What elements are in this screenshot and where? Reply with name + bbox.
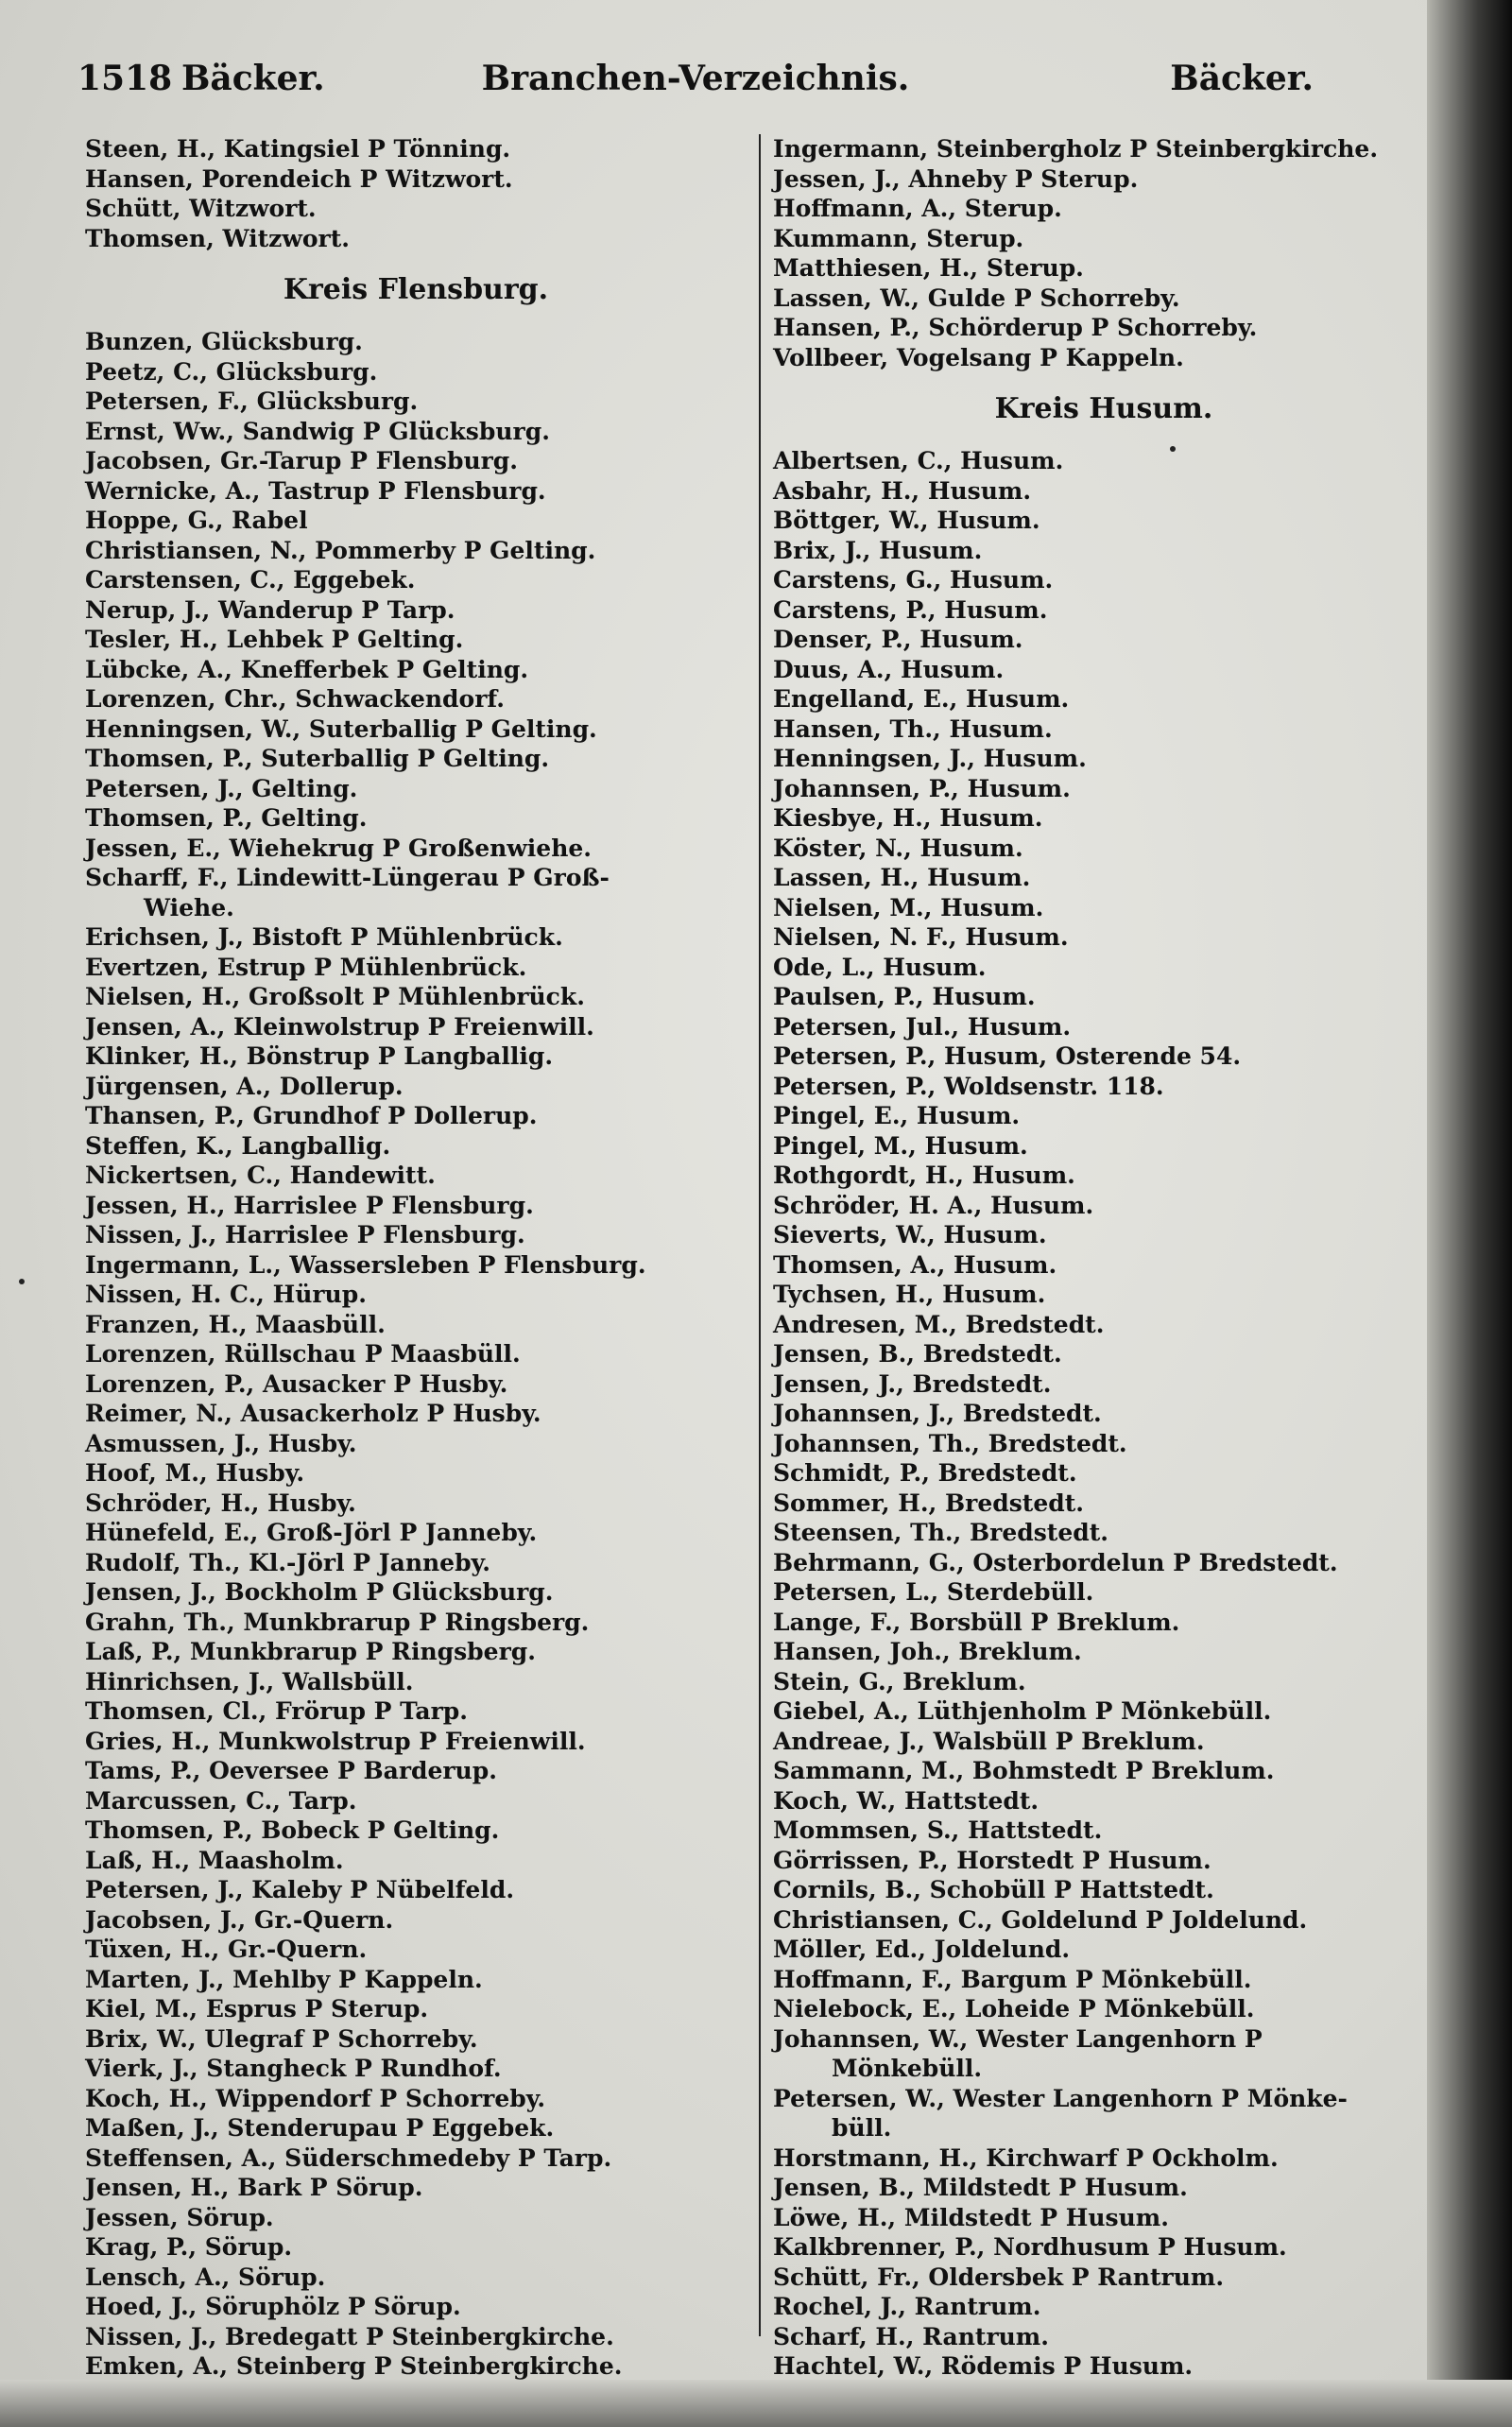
directory-entry: Hünefeld, E., Groß-Jörl P Janneby. xyxy=(85,1519,538,1546)
directory-entry: Steensen, Th., Bredstedt. xyxy=(773,1519,1108,1546)
directory-entry: Hachtel, W., Rödemis P Husum. xyxy=(773,2352,1194,2380)
directory-entry: Nielsen, H., Großsolt P Mühlenbrück. xyxy=(85,983,585,1010)
directory-entry: Jensen, B., Bredstedt. xyxy=(773,1340,1062,1368)
directory-entry: Tams, P., Oeversee P Barderup. xyxy=(85,1757,497,1784)
directory-entry: Thomsen, P., Suterballig P Gelting. xyxy=(85,745,550,772)
directory-entry: Nickertsen, C., Handewitt. xyxy=(85,1162,436,1189)
directory-entry: Köster, N., Husum. xyxy=(773,834,1023,862)
directory-entry: Petersen, F., Glücksburg. xyxy=(85,387,419,415)
directory-entry: Evertzen, Estrup P Mühlenbrück. xyxy=(85,953,527,981)
directory-entry: Marcussen, C., Tarp. xyxy=(85,1786,357,1815)
directory-entry: Jessen, H., Harrislee P Flensburg. xyxy=(85,1191,534,1219)
directory-entry: Hansen, Joh., Breklum. xyxy=(773,1638,1082,1665)
directory-entry: Hansen, P., Schörderup P Schorreby. xyxy=(773,314,1258,341)
directory-entry: Brix, J., Husum. xyxy=(773,536,983,564)
directory-entry: Andreae, J., Walsbüll P Breklum. xyxy=(773,1727,1205,1755)
directory-entry: Johannsen, W., Wester Langenhorn P xyxy=(773,2024,1263,2053)
directory-entry: Petersen, P., Woldsenstr. 118. xyxy=(773,1072,1164,1100)
directory-entry: Engelland, E., Husum. xyxy=(773,685,1070,713)
directory-entry: Hoffmann, F., Bargum P Mönkebüll. xyxy=(773,1965,1252,1993)
directory-entry: Lensch, A., Sörup. xyxy=(85,2263,326,2291)
directory-entry: Franzen, H., Maasbüll. xyxy=(85,1310,386,1338)
directory-entry: Cornils, B., Schobüll P Hattstedt. xyxy=(773,1876,1214,1903)
print-speck xyxy=(1170,446,1176,452)
directory-entry: Hoof, M., Husby. xyxy=(85,1459,305,1487)
directory-entry: Giebel, A., Lüthjenholm P Mönkebüll. xyxy=(773,1697,1272,1725)
print-speck xyxy=(19,1279,25,1284)
directory-entry: Scharf, H., Rantrum. xyxy=(773,2322,1049,2350)
directory-entry: Brix, W., Ulegraf P Schorreby. xyxy=(85,2024,478,2053)
page-bottom-edge xyxy=(0,2380,1512,2427)
directory-entry: Tychsen, H., Husum. xyxy=(773,1281,1046,1308)
directory-entry: Bunzen, Glücksburg. xyxy=(85,328,363,355)
directory-entry: Thomsen, A., Husum. xyxy=(773,1250,1057,1279)
directory-entry: Johannsen, J., Bredstedt. xyxy=(773,1400,1102,1427)
directory-entry: Petersen, J., Gelting. xyxy=(85,774,358,802)
directory-entry: Rothgordt, H., Husum. xyxy=(773,1162,1075,1189)
directory-entry: Jacobsen, J., Gr.-Quern. xyxy=(85,1905,394,1934)
directory-entry: Kummann, Sterup. xyxy=(773,224,1024,252)
directory-entry: Andresen, M., Bredstedt. xyxy=(773,1310,1105,1338)
directory-entry: Sammann, M., Bohmstedt P Breklum. xyxy=(773,1757,1275,1784)
directory-entry: Petersen, P., Husum, Osterende 54. xyxy=(773,1042,1242,1070)
directory-entry: Steffen, K., Langballig. xyxy=(85,1131,391,1160)
directory-entry: Gries, H., Munkwolstrup P Freienwill. xyxy=(85,1727,586,1755)
directory-entry: Hoffmann, A., Sterup. xyxy=(773,195,1062,222)
directory-entry: Scharff, F., Lindewitt-Lüngerau P Groß- xyxy=(85,864,610,891)
header-left-title: Bäcker. xyxy=(181,59,325,98)
directory-entry: Mommsen, S., Hattstedt. xyxy=(773,1816,1103,1844)
directory-entry: Laß, P., Munkbrarup P Ringsberg. xyxy=(85,1638,536,1665)
directory-entry: Sieverts, W., Husum. xyxy=(773,1221,1047,1248)
directory-entry: Lassen, H., Husum. xyxy=(773,864,1031,891)
directory-entry: Vierk, J., Stangheck P Rundhof. xyxy=(85,2055,502,2082)
directory-entry: Schröder, H. A., Husum. xyxy=(773,1191,1094,1219)
column-divider xyxy=(759,134,761,2336)
directory-entry: Henningsen, W., Suterballig P Gelting. xyxy=(85,714,597,743)
directory-entry: Jensen, A., Kleinwolstrup P Freienwill. xyxy=(85,1012,594,1041)
directory-entry: Kalkbrenner, P., Nordhusum P Husum. xyxy=(773,2233,1287,2261)
directory-entry: Horstmann, H., Kirchwarf P Ockholm. xyxy=(773,2143,1279,2172)
directory-entry: Johannsen, P., Husum. xyxy=(773,774,1071,802)
directory-entry: Behrmann, G., Osterbordelun P Bredstedt. xyxy=(773,1548,1338,1576)
directory-entry: Steffensen, A., Süderschmedeby P Tarp. xyxy=(85,2143,612,2172)
right-column xyxy=(773,134,1435,2382)
directory-entry: Hoppe, G., Rabel xyxy=(85,507,308,534)
directory-entry: Löwe, H., Mildstedt P Husum. xyxy=(773,2203,1169,2231)
directory-entry: Kiesbye, H., Husum. xyxy=(773,804,1043,832)
directory-entry: Ingermann, L., Wassersleben P Flensburg. xyxy=(85,1250,646,1279)
page-edge-shadow xyxy=(1427,0,1512,2427)
directory-entry: Henningsen, J., Husum. xyxy=(773,745,1087,772)
directory-entry: Hinrichsen, J., Wallsbüll. xyxy=(85,1667,414,1695)
directory-entry: Thomsen, Cl., Frörup P Tarp. xyxy=(85,1697,468,1725)
directory-entry: Thomsen, P., Bobeck P Gelting. xyxy=(85,1816,500,1844)
directory-entry: Grahn, Th., Munkbrarup P Ringsberg. xyxy=(85,1608,590,1636)
directory-entry: Asmussen, J., Husby. xyxy=(85,1429,357,1457)
directory-entry: Nissen, H. C., Hürup. xyxy=(85,1281,367,1308)
directory-entry: Jensen, J., Bredstedt. xyxy=(773,1369,1052,1398)
directory-entry: Hansen, Th., Husum. xyxy=(773,714,1053,743)
left-column xyxy=(85,134,747,2382)
directory-entry: Jacobsen, Gr.-Tarup P Flensburg. xyxy=(85,447,518,474)
directory-entry: Lange, F., Borsbüll P Breklum. xyxy=(773,1608,1180,1636)
directory-entry: Schütt, Fr., Oldersbek P Rantrum. xyxy=(773,2263,1225,2291)
directory-entry: Jessen, Sörup. xyxy=(85,2203,274,2231)
directory-entry: Kiel, M., Esprus P Sterup. xyxy=(85,1995,429,2022)
header-right-title: Bäcker. xyxy=(1170,59,1314,98)
directory-entry: Marten, J., Mehlby P Kappeln. xyxy=(85,1965,483,1993)
directory-entry: Peetz, C., Glücksburg. xyxy=(85,357,378,386)
directory-entry: Emken, A., Steinberg P Steinbergkirche. xyxy=(85,2352,623,2380)
directory-entry-continuation: Mönkebüll. xyxy=(832,2055,983,2082)
directory-entry: Laß, H., Maasholm. xyxy=(85,1846,344,1874)
directory-entry: Albertsen, C., Husum. xyxy=(773,447,1064,474)
directory-entry: Schröder, H., Husby. xyxy=(85,1489,356,1517)
directory-entry: Vollbeer, Vogelsang P Kappeln. xyxy=(773,343,1184,371)
directory-entry-continuation: Wiehe. xyxy=(144,893,234,921)
directory-entry: Jessen, J., Ahneby P Sterup. xyxy=(773,164,1139,193)
directory-entry: Tesler, H., Lehbek P Gelting. xyxy=(85,626,464,653)
directory-entry: Petersen, Jul., Husum. xyxy=(773,1012,1072,1041)
directory-entry: Denser, P., Husum. xyxy=(773,626,1023,653)
directory-entry: Matthiesen, H., Sterup. xyxy=(773,254,1084,282)
directory-entry: Nissen, J., Harrislee P Flensburg. xyxy=(85,1221,525,1248)
directory-entry: Paulsen, P., Husum. xyxy=(773,983,1036,1010)
directory-entry: Nissen, J., Bredegatt P Steinbergkirche. xyxy=(85,2322,614,2350)
directory-entry: Lassen, W., Gulde P Schorreby. xyxy=(773,284,1180,312)
directory-entry: Koch, H., Wippendorf P Schorreby. xyxy=(85,2084,546,2112)
page-header xyxy=(77,55,1314,102)
directory-entry: Jessen, E., Wiehekrug P Großenwiehe. xyxy=(85,834,592,862)
directory-entry: Erichsen, J., Bistoft P Mühlenbrück. xyxy=(85,923,563,951)
directory-entry: Jensen, J., Bockholm P Glücksburg. xyxy=(85,1578,554,1606)
directory-entry: Rudolf, Th., Kl.-Jörl P Janneby. xyxy=(85,1548,490,1576)
directory-entry: Petersen, L., Sterdebüll. xyxy=(773,1578,1094,1606)
directory-entry: Stein, G., Breklum. xyxy=(773,1667,1026,1695)
directory-entry: Ingermann, Steinbergholz P Steinbergkirche. xyxy=(773,135,1379,163)
directory-entry: Nielsen, N. F., Husum. xyxy=(773,923,1069,951)
directory-entry: Carstens, P., Husum. xyxy=(773,595,1048,624)
directory-entry: Steen, H., Katingsiel P Tönning. xyxy=(85,135,511,163)
district-heading: Kreis Husum. xyxy=(994,392,1213,425)
directory-entry: Petersen, W., Wester Langenhorn P Mönke- xyxy=(773,2084,1348,2112)
directory-entry: Lorenzen, P., Ausacker P Husby. xyxy=(85,1369,508,1398)
directory-entry: Ernst, Ww., Sandwig P Glücksburg. xyxy=(85,417,550,445)
directory-entry: Asbahr, H., Husum. xyxy=(773,476,1032,505)
header-center-title: Branchen-Verzeichnis. xyxy=(481,59,910,98)
directory-entry: Klinker, H., Bönstrup P Langballig. xyxy=(85,1042,554,1070)
directory-entry: Ode, L., Husum. xyxy=(773,953,987,981)
directory-entry: Hansen, Porendeich P Witzwort. xyxy=(85,164,513,193)
directory-entry: Schütt, Witzwort. xyxy=(85,195,317,222)
directory-entry: Görrissen, P., Horstedt P Husum. xyxy=(773,1846,1211,1874)
directory-entry: Pingel, E., Husum. xyxy=(773,1102,1021,1129)
directory-entry: Lorenzen, Rüllschau P Maasbüll. xyxy=(85,1340,521,1368)
directory-entry: Johannsen, Th., Bredstedt. xyxy=(773,1429,1127,1457)
directory-entry: Tüxen, H., Gr.-Quern. xyxy=(85,1936,368,1963)
directory-entry: Carstens, G., Husum. xyxy=(773,566,1054,594)
page-number: 1518 xyxy=(77,59,173,98)
directory-entry: Nielebock, E., Loheide P Mönkebüll. xyxy=(773,1995,1255,2022)
directory-entry: Böttger, W., Husum. xyxy=(773,507,1040,534)
directory-entry: Hoed, J., Söruphölz P Sörup. xyxy=(85,2293,461,2320)
directory-entry: Sommer, H., Bredstedt. xyxy=(773,1489,1084,1517)
directory-entry: Petersen, J., Kaleby P Nübelfeld. xyxy=(85,1876,515,1903)
directory-entry: Jensen, B., Mildstedt P Husum. xyxy=(773,2174,1188,2201)
directory-entry: Jürgensen, A., Dollerup. xyxy=(85,1072,404,1100)
directory-entry: Jensen, H., Bark P Sörup. xyxy=(85,2174,423,2201)
directory-entry: Rochel, J., Rantrum. xyxy=(773,2293,1041,2320)
directory-entry: Duus, A., Husum. xyxy=(773,655,1005,683)
directory-entry: Carstensen, C., Eggebek. xyxy=(85,566,416,594)
directory-entry: Nielsen, M., Husum. xyxy=(773,893,1044,921)
directory-entry: Reimer, N., Ausackerholz P Husby. xyxy=(85,1400,541,1427)
directory-entry: Möller, Ed., Joldelund. xyxy=(773,1936,1071,1963)
directory-entry: Christiansen, N., Pommerby P Gelting. xyxy=(85,536,596,564)
directory-entry: Nerup, J., Wanderup P Tarp. xyxy=(85,595,455,624)
directory-entry: Thomsen, P., Gelting. xyxy=(85,804,368,832)
directory-entry: Thansen, P., Grundhof P Dollerup. xyxy=(85,1102,538,1129)
directory-entry: Lorenzen, Chr., Schwackendorf. xyxy=(85,685,505,713)
directory-entry: Maßen, J., Stenderupau P Eggebek. xyxy=(85,2114,555,2142)
directory-entry: Krag, P., Sörup. xyxy=(85,2233,293,2261)
directory-entry: Pingel, M., Husum. xyxy=(773,1131,1028,1160)
directory-entry: Christiansen, C., Goldelund P Joldelund. xyxy=(773,1905,1308,1934)
district-heading: Kreis Flensburg. xyxy=(283,273,549,306)
directory-entry: Wernicke, A., Tastrup P Flensburg. xyxy=(85,476,546,505)
directory-entry-continuation: büll. xyxy=(832,2114,892,2142)
directory-entry: Schmidt, P., Bredstedt. xyxy=(773,1459,1077,1487)
directory-entry: Lübcke, A., Knefferbek P Gelting. xyxy=(85,655,529,683)
directory-entry: Koch, W., Hattstedt. xyxy=(773,1786,1040,1815)
directory-entry: Thomsen, Witzwort. xyxy=(85,224,350,252)
